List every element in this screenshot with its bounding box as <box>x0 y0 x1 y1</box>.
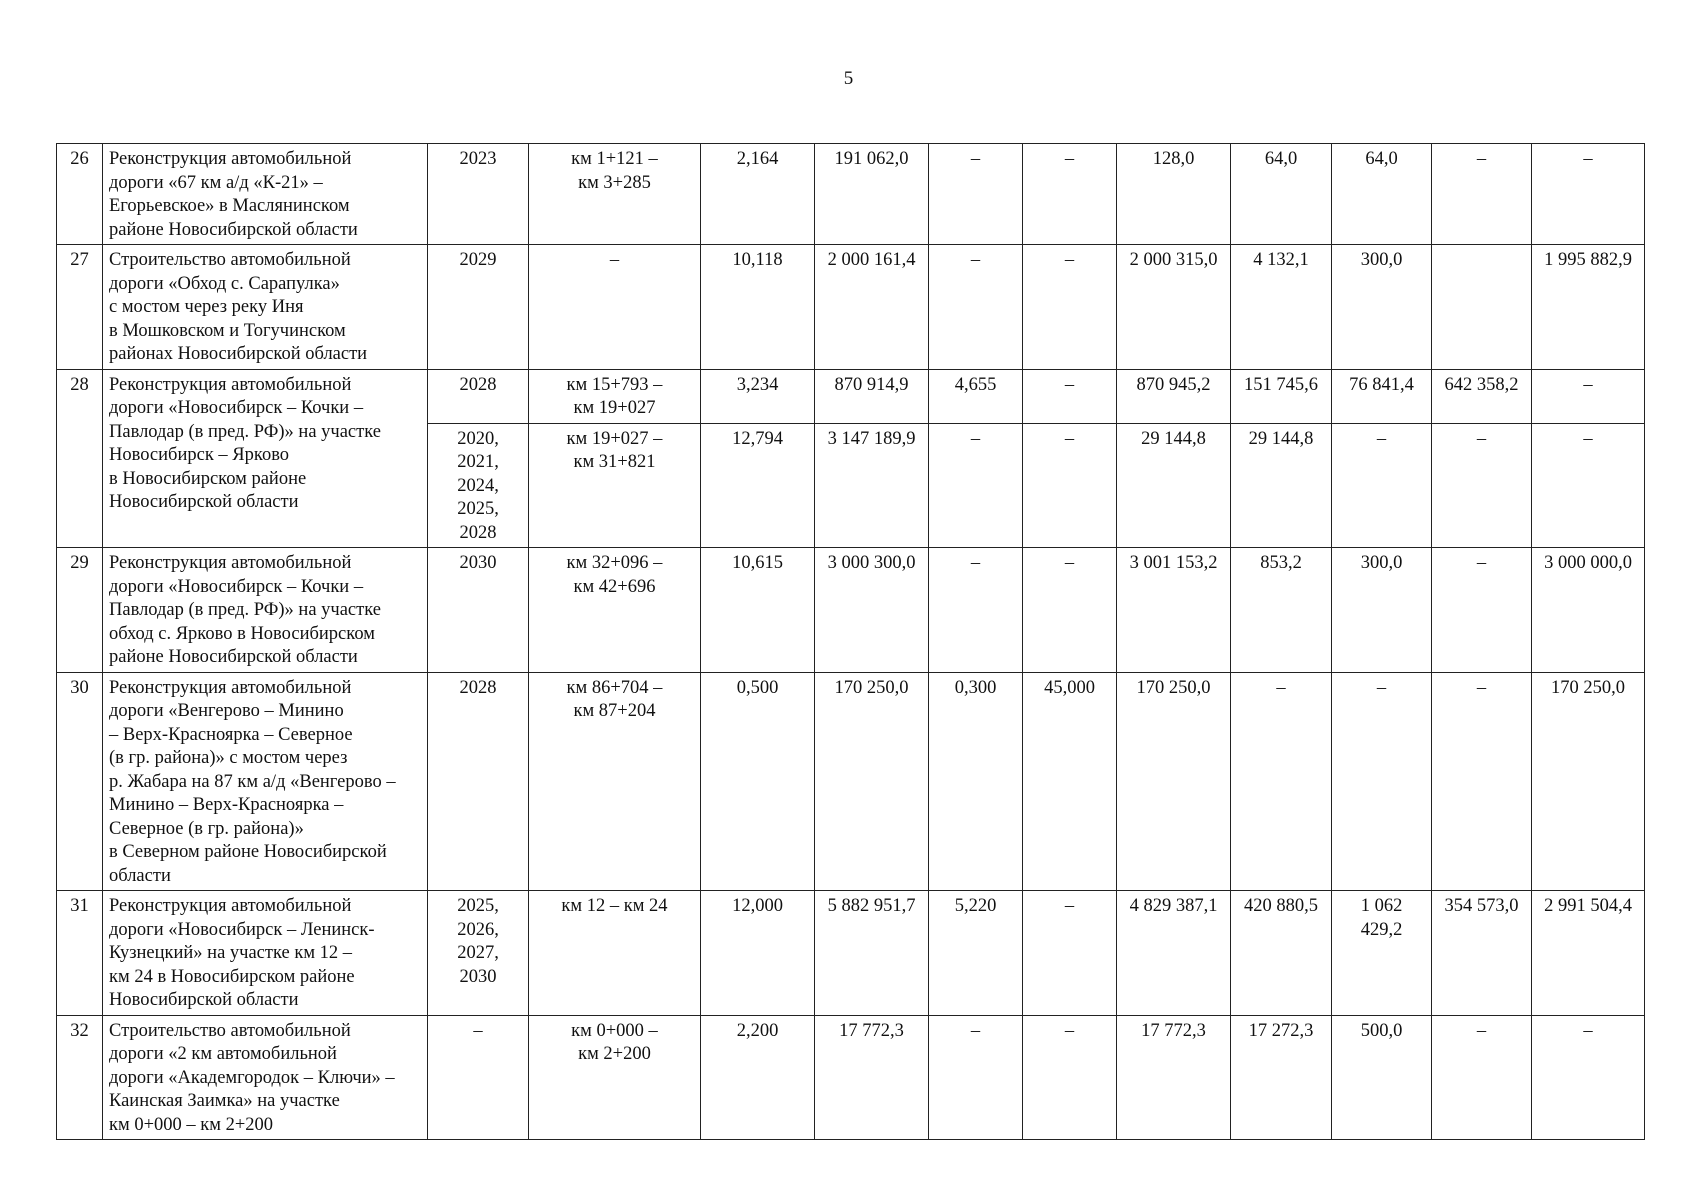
length-cell: 12,794 <box>701 423 815 548</box>
value-cell-11: 500,0 <box>1332 1015 1432 1140</box>
table-row <box>57 245 1645 370</box>
object-name: Реконструкция автомобильной дороги «Новосибирск – Кочки – Павлодар (в пред. РФ)» на участке Новосибирск – Ярково в Новосибирском районе Новосибирской области <box>103 369 428 548</box>
value-cell-12: – <box>1432 548 1532 673</box>
value-cell-8: – <box>1023 891 1117 1016</box>
value-cell-9: 3 001 153,2 <box>1117 548 1231 673</box>
length-cell: 0,500 <box>701 672 815 891</box>
value-cell-11: – <box>1332 423 1432 548</box>
value-cell-11: 64,0 <box>1332 144 1432 245</box>
value-cell-9: 128,0 <box>1117 144 1231 245</box>
value-cell-12: – <box>1432 423 1532 548</box>
value-cell-9: 870 945,2 <box>1117 369 1231 423</box>
km-section: км 32+096 – км 42+696 <box>529 548 701 673</box>
cost-cell: 3 000 300,0 <box>815 548 929 673</box>
value-cell-12: – <box>1432 144 1532 245</box>
row-number: 27 <box>57 245 103 370</box>
value-cell-13: 1 995 882,9 <box>1532 245 1645 370</box>
row-number: 26 <box>57 144 103 245</box>
value-cell-13: 3 000 000,0 <box>1532 548 1645 673</box>
value-cell-10: 853,2 <box>1231 548 1332 673</box>
value-cell-9: 17 772,3 <box>1117 1015 1231 1140</box>
table-row <box>57 672 1645 891</box>
cost-cell: 5 882 951,7 <box>815 891 929 1016</box>
year-cell: 2023 <box>428 144 529 245</box>
value-cell-8: – <box>1023 423 1117 548</box>
cost-cell: 191 062,0 <box>815 144 929 245</box>
roads-table <box>56 143 1645 1140</box>
value-cell-9: 4 829 387,1 <box>1117 891 1231 1016</box>
value-cell-11: 76 841,4 <box>1332 369 1432 423</box>
object-name: Реконструкция автомобильной дороги «Новосибирск – Ленинск- Кузнецкий» на участке км 12 – км 24 в Новосибирском районе Новосибирской области <box>103 891 428 1016</box>
value-cell-10: 64,0 <box>1231 144 1332 245</box>
km-section: км 0+000 – км 2+200 <box>529 1015 701 1140</box>
value-cell-8: – <box>1023 144 1117 245</box>
value-cell-8: – <box>1023 369 1117 423</box>
km-section: км 19+027 – км 31+821 <box>529 423 701 548</box>
row-number: 32 <box>57 1015 103 1140</box>
row-number: 28 <box>57 369 103 548</box>
value-cell-13: – <box>1532 423 1645 548</box>
value-cell-12 <box>1432 245 1532 370</box>
value-cell-12: – <box>1432 1015 1532 1140</box>
row-number: 30 <box>57 672 103 891</box>
value-cell-13: – <box>1532 1015 1645 1140</box>
year-cell: 2020, 2021, 2024, 2025, 2028 <box>428 423 529 548</box>
value-cell-10: 420 880,5 <box>1231 891 1332 1016</box>
value-cell-7: 0,300 <box>929 672 1023 891</box>
cost-cell: 870 914,9 <box>815 369 929 423</box>
value-cell-7: – <box>929 548 1023 673</box>
value-cell-7: – <box>929 245 1023 370</box>
value-cell-12: 354 573,0 <box>1432 891 1532 1016</box>
year-cell: 2029 <box>428 245 529 370</box>
table-row <box>57 144 1645 245</box>
length-cell: 3,234 <box>701 369 815 423</box>
value-cell-7: – <box>929 144 1023 245</box>
value-cell-7: – <box>929 423 1023 548</box>
value-cell-13: – <box>1532 369 1645 423</box>
year-cell: 2025, 2026, 2027, 2030 <box>428 891 529 1016</box>
value-cell-7: 5,220 <box>929 891 1023 1016</box>
value-cell-10: 17 272,3 <box>1231 1015 1332 1140</box>
km-section: км 1+121 – км 3+285 <box>529 144 701 245</box>
value-cell-8: – <box>1023 548 1117 673</box>
cost-cell: 3 147 189,9 <box>815 423 929 548</box>
value-cell-10: 29 144,8 <box>1231 423 1332 548</box>
object-name: Реконструкция автомобильной дороги «67 км а/д «К-21» – Егорьевское» в Маслянинском районе Новосибирской области <box>103 144 428 245</box>
table-row <box>57 1015 1645 1140</box>
value-cell-10: 4 132,1 <box>1231 245 1332 370</box>
km-section: км 86+704 – км 87+204 <box>529 672 701 891</box>
year-cell: 2030 <box>428 548 529 673</box>
value-cell-11: – <box>1332 672 1432 891</box>
value-cell-11: 300,0 <box>1332 245 1432 370</box>
object-name: Строительство автомобильной дороги «Обход с. Сарапулка» с мостом через реку Иня в Мошковском и Тогучинском районах Новосибирской области <box>103 245 428 370</box>
table-row <box>57 548 1645 673</box>
km-section: – <box>529 245 701 370</box>
value-cell-13: – <box>1532 144 1645 245</box>
cost-cell: 17 772,3 <box>815 1015 929 1140</box>
cost-cell: 170 250,0 <box>815 672 929 891</box>
value-cell-13: 2 991 504,4 <box>1532 891 1645 1016</box>
value-cell-8: – <box>1023 1015 1117 1140</box>
length-cell: 12,000 <box>701 891 815 1016</box>
cost-cell: 2 000 161,4 <box>815 245 929 370</box>
length-cell: 2,164 <box>701 144 815 245</box>
table-row <box>57 891 1645 1016</box>
value-cell-12: – <box>1432 672 1532 891</box>
year-cell: – <box>428 1015 529 1140</box>
value-cell-11: 1 062 429,2 <box>1332 891 1432 1016</box>
value-cell-8: – <box>1023 245 1117 370</box>
km-section: км 15+793 – км 19+027 <box>529 369 701 423</box>
row-number: 31 <box>57 891 103 1016</box>
value-cell-7: – <box>929 1015 1023 1140</box>
row-number: 29 <box>57 548 103 673</box>
value-cell-10: 151 745,6 <box>1231 369 1332 423</box>
value-cell-13: 170 250,0 <box>1532 672 1645 891</box>
page-number: 5 <box>843 68 854 89</box>
object-name: Реконструкция автомобильной дороги «Новосибирск – Кочки – Павлодар (в пред. РФ)» на участке обход с. Ярково в Новосибирском районе Новосибирской области <box>103 548 428 673</box>
year-cell: 2028 <box>428 369 529 423</box>
km-section: км 12 – км 24 <box>529 891 701 1016</box>
year-cell: 2028 <box>428 672 529 891</box>
value-cell-9: 29 144,8 <box>1117 423 1231 548</box>
length-cell: 10,615 <box>701 548 815 673</box>
length-cell: 10,118 <box>701 245 815 370</box>
object-name: Реконструкция автомобильной дороги «Венгерово – Минино – Верх-Красноярка – Северное (в гр. района)» с мостом через р. Жабара на 87 км а/д «Венгерово – Минино – Верх-Красноярка – Северное (в гр. района)» в Северном районе Новосибирской области <box>103 672 428 891</box>
value-cell-7: 4,655 <box>929 369 1023 423</box>
object-name: Строительство автомобильной дороги «2 км автомобильной дороги «Академгородок – Ключи» – Каинская Заимка» на участке км 0+000 – км 2+200 <box>103 1015 428 1140</box>
table-row <box>57 369 1645 423</box>
value-cell-8: 45,000 <box>1023 672 1117 891</box>
value-cell-12: 642 358,2 <box>1432 369 1532 423</box>
value-cell-11: 300,0 <box>1332 548 1432 673</box>
value-cell-9: 2 000 315,0 <box>1117 245 1231 370</box>
value-cell-10: – <box>1231 672 1332 891</box>
length-cell: 2,200 <box>701 1015 815 1140</box>
value-cell-9: 170 250,0 <box>1117 672 1231 891</box>
